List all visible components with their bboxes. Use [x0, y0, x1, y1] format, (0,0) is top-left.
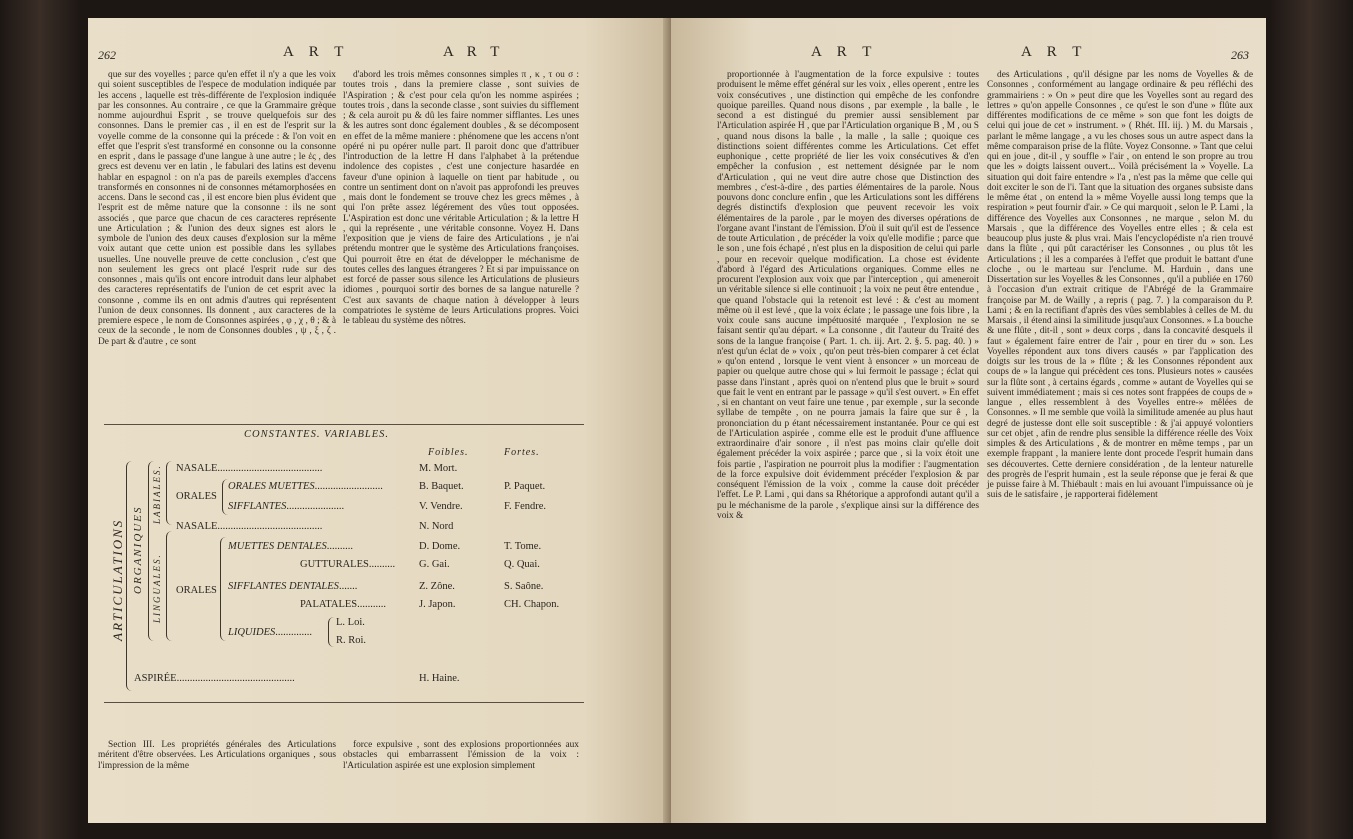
- cell-b: B. Baquet.: [419, 481, 464, 492]
- table-header: CONSTANTES. VARIABLES.: [244, 429, 389, 440]
- cell-r: R. Roi.: [336, 635, 367, 646]
- cell-s: S. Saône.: [504, 581, 544, 592]
- cell-z: Z. Zône.: [419, 581, 455, 592]
- row-muettes-dentales: MUETTES DENTALES..........: [228, 541, 353, 552]
- row-orales-ling-label: ORALES: [176, 585, 217, 596]
- left-bottom-col2-text: force expulsive , sont des explosions proportionnées aux obstacles qui embarrassent l'émission de la voix : l'Articulation aspirée est une explosion simplement: [343, 740, 579, 771]
- cell-f: F. Fendre.: [504, 501, 547, 512]
- right-column-1: [717, 70, 979, 810]
- row-liquides: LIQUIDES..............: [228, 627, 312, 638]
- cell-p: P. Paquet.: [504, 481, 546, 492]
- row-sifflantes-lab: SIFFLANTES......................: [228, 501, 345, 512]
- brace-ling: [166, 531, 172, 641]
- left-bottom-col1: [98, 740, 336, 800]
- cell-h: H. Haine.: [419, 673, 460, 684]
- left-running-head-2: A R T: [443, 44, 505, 60]
- side-label-labiales: LABIALES.: [152, 464, 162, 524]
- cell-l: L. Loi.: [336, 617, 365, 628]
- right-page-number: 263: [1231, 48, 1249, 62]
- row-aspiree: ASPIRÉE.............................................: [134, 673, 295, 684]
- brace-liquides: [328, 617, 334, 647]
- articulations-table: [104, 424, 584, 703]
- right-col2-text: des Articulations , qu'il désigne par les noms de Voyelles & de Consonnes , conformément au langage ordinaire & peu réfléchi des grammairiens : » On » peut dire que les Voyelles sont au regard des lettres » qu'on appelle Consonnes , ce qu'est le son d'une » flûte aux différentes modifications de ce même » son que font les doigts de celui qui joue de cet » instrument. » ( Rhét. III. iij. ) M. du Marsais , parlant le même langage , a vu les choses sous un autre aspect dans la même comparaison prise de la flûte. Voyez Consonne. » Tant que celui qui en joue , dit-il , y souffle » l'air , on entend le son propre au trou que les » doigts laissent ouvert... Voilà précisément la » Voyelle. La situation qui doit faire entendre » l'a , n'est pas la même que celle qui doit exciter le son de l'i. Tant que la situation des organes subsiste dans le même état , on entend la » même Voyelle aussi long temps que la respiration » peut fournir d'air. » Ce qui marquoit , selon le P. Lami , la différence des Voyelles aux Consonnes , ne marque , selon M. du Marsais , que la différence des Voyelles entre elles ; & cela est beaucoup plus juste & plus vrai. Mais l'encyclopédiste n'a rien trouvé dans la flûte , qui pût caractériser les Consonnes , ou plus tôt les Articulations ; il les a comparées à l'effet que produit le battant d'une cloche , ou le marteau sur l'enclume. M. Harduin , dans une Dissertation sur les Voyelles & les Consonnes , qu'il a publiée en 1760 à l'occasion d'un extrait critique de l'Abrégé de la Grammaire françoise par M. de Wailly , a repris ( pag. 7. ) la comparaison du P. Lami ; & en la rectifiant d'après des vûes semblables à celles de M. du Marsais , il étend ainsi la similitude jusqu'aux Consonnes. » La bouche & une flûte , dit-il , sont » deux corps , dans la concavité desquels il faut » également faire entrer de l'air , pour en tirer du » son. Les Voyelles répondent aux tons divers causés » par l'application des doigts sur les trous de la » flûte ; & les Consonnes répondent aux coups de » la langue qui précèdent ces tons. Plusieurs notes » causées sur la flûte sont , à certains égards , comme » autant de Voyelles qui se suivent immédiatement ; mais si ces notes sont frappées de coups de » langue , elles ressemblent à des Voyelles entre-» mêlées de Consonnes. » Il me semble que voilà la similitude amenée au plus haut degré de justesse dont elle soit susceptible : & j'ai appuyé volontiers sur cet objet , afin de rendre plus sensible la différence réelle des Voix simples & des Articulations , & de montrer en même temps , par un exemple frappant , la maniere lente dont procede l'esprit humain dans ses découvertes. Cette derniere considération , de la lenteur naturelle des progrès de l'esprit humain , est la seule réponse que je ferai & que je puisse faire à M. Thiébault : mais en lui avouant l'impuissance où je suis de le satisfaire , je rapporterai fidèlement: [987, 70, 1253, 501]
- cell-n: N. Nord: [419, 521, 454, 532]
- left-col2-text: d'abord les trois mêmes consonnes simples π , κ , τ ou σ : toutes trois , dans la premiere classe , sont suivies de l'Aspiration ; & c'est pour cela qu'on les nomme aspirées ; toutes trois , dans la seconde classe , sont suivies du sifflement ; & cela auroit pu & dû les faire nommer sifflantes. Les unes & les autres sont donc également doubles , & se décomposent en effet de la même maniere : phénomene que les accens n'ont opéré ni pu opérer nulle part. Il paroit donc que d'attribuer l'introduction de la lettre H dans l'alphabet à la prétendue indolence des copistes , c'est une conjecture hasardée en faveur d'une opinion à laquelle on tient par habitude , ou contre un sentiment dont on n'avoit pas approfondi les preuves , mais dont le fondement se trouve chez les grecs mêmes , à qui l'on prête assez légérement des vûes tout opposées. L'Aspiration est donc une véritable Articulation ; & la lettre H , qui la représente , une véritable consonne. Voyez H. Dans l'exposition que je viens de faire des Articulations , je n'ai prétendu montrer que le système des Articulations françoises. Qui pourroit être en état de développer le méchanisme de toutes celles des langues étrangeres ? Et si par impuissance on est forcé de passer sous silence les Articulations de plusieurs idiomes , pourquoi sortir des bornes de sa langue naturelle ? C'est aux savants de chaque nation à développer à leurs compatriotes le système de leurs Articulations propres. Voici le tableau du système des nôtres.: [343, 70, 579, 326]
- row-nasale-lab: NASALE........................................: [176, 463, 323, 474]
- table-sub-weak: Foibles.: [428, 447, 469, 458]
- left-page-number: 262: [98, 48, 116, 62]
- cell-g: G. Gai.: [419, 559, 450, 570]
- table-sub-strong: Fortes.: [504, 447, 540, 458]
- row-muettes-lab: ORALES MUETTES..........................: [228, 481, 383, 492]
- left-running-head: A R T: [283, 44, 350, 60]
- left-bottom-col2: [343, 740, 579, 800]
- right-column-2: [987, 70, 1253, 810]
- right-col1-text: proportionnée à l'augmentation de la force expulsive : toutes produisent le même effet général sur les voix , elles operent , entre les voix consécutives , une distinction qui empêche de les confondre quoique pareilles. Quand nous disons , par exemple , la balle , le second a est distingué du premier aussi sensiblement par l'Articulation aspirée H , que par l'Articulation organique B , M , ou S , quand nous disons la balle , la malle , la salle ; quoique ces distinctions soient différentes comme les Articulations. Cet effet euphonique , cette propriété de lier les voix consécutives & d'en empêcher la confusion , est nettement désignée par le nom d'Articulation , qui ne veut dire autre chose que Distinction des membres , c'est-à-dire , des parties élémentaires de la parole. Nous pouvons donc conclure enfin , que les Articulations sont les différens degrés distinctifs d'explosion que peuvent recevoir les voix élémentaires de la parole , par le moyen des diverses opérations de l'organe avant l'instant de l'émission. D'où il suit qu'il est de l'essence de toute Articulation , de précéder la voix qu'elle modifie ; parce que le son , une fois échapé , n'est plus en la disposition de celui qui parle , pour en recevoir quelque modification. La chose est évidente d'abord à l'égard des Articulations organiques. Comme elles ne procurent l'explosion aux voix que par l'interception , qui ameneroit un véritable silence si elle continuoit ; la voix ne peut être entendue , que quand l'obstacle qui la retenoit est levé : & c'est au moment même où il est levé , que la voix éclate ; le passage une fois libre , la voix coule sans aucune impétuosité marquée , l'explosion ne se faisant sentir qu'au départ. « La consonne , dit l'auteur du Traité des sons de la langue françoise ( Part. 1. ch. iij. Art. 2. §. 5. pag. 40. ) » n'est qu'un éclat de » voix , qu'on peut très-bien comparer à cet éclat » qu'on entend , lorsque le vent vient à ensoncer » un morceau de papier ou quelque autre chose qui » lui fermoit le passage ; éclat qui passe dans l'instant , après quoi on n'entend plus que le bruit » sourd que fait le vent en entrant par le passage » qu'il s'est ouvert. » En effet , si en chantant on veut faire une tenue , par exemple , sur la seconde syllabe de tempête , on ne pourra jamais la faire que sur ê , la prononciation du p étant nécessairement instantanée. Pour ce qui est de l'Articulation aspirée , comme elle est le produit d'une affluence extraordinaire d'air sonore , il n'est pas moins clair qu'elle doit également précéder la voix aspirée ; parce que , si la voix étoit une fois partie , l'aspiration ne pourroit plus la modifier : l'augmentation de la force expulsive doit évidemment précéder l'explosion & par conséquent l'émission de la voix , comme la cause doit précéder l'effet. Le P. Lami , qui dans sa Rhétorique a approfondi autant qu'il a pu le méchanisme de la parole , s'explique ainsi sur la différence des voix &: [717, 70, 980, 521]
- cell-v: V. Vendre.: [419, 501, 463, 512]
- left-bottom-col1-text: Section III. Les propriétés générales des Articulations méritent d'être observées. Les Articulations organiques , sous l'impression de la même: [98, 740, 336, 771]
- left-page: [88, 18, 671, 823]
- cell-ch: CH. Chapon.: [504, 599, 560, 610]
- left-column-1: [98, 70, 336, 415]
- left-column-2: [343, 70, 579, 415]
- brace-org: [148, 461, 154, 641]
- row-orales-lab-label: ORALES: [176, 491, 217, 502]
- left-col1-text: que sur des voyelles ; parce qu'en effet il n'y a que les voix qui soient susceptibles de l'espece de modulation indiquée par les accens , laquelle est très-différente de l'explosion indiquée par les consonnes. Au contraire , ce que la Grammaire grèque nomme aujourdhui Esprit , se trouve quelquefois sur des consonnes. Dans le premier cas , il en est de l'esprit sur la voyelle comme de la consonne qui la précede : & l'on voit en effet que l'esprit s'est transformé en consonne ou la consonne en esprit , dans le passage d'une langue à une autre ; le ἐς , des grecs est devenu ver en latin , le fabulari des latins est devenu hablar en espagnol : on n'a pas de pareils exemples d'accens transformés en consonnes ni de consonnes métamorphosées en accens. Dans le second cas , il est encore bien plus évident que l'esprit est de même nature que la consonne : ils ne sont associés , que parce que chacun de ces caracteres représente une Articulation ; & l'union des deux signes est alors le symbole de l'union des deux causes d'explosion sur la même voix autant que cette union est possible dans les syllabes usuelles. Une nouvelle preuve de cette conclusion , c'est que non seulement les grecs ont placé l'esprit rude sur des consonnes , mais qu'ils ont encore introduit dans leur alphabet des caracteres représentatifs de l'union de cet esprit avec la consonne , comme ils en ont admis d'autres qui représentent l'union de deux consonnes. Ils donnent , aux caracteres de la premiere espece , le nom de Consonnes aspirées , φ , χ , θ ; & à ceux de la seconde , le nom de Consonnes doubles , ψ , ξ , ζ . De part & d'autre , ce sont: [98, 70, 336, 347]
- brace-orales-ling: [220, 537, 226, 641]
- side-label-organiques: ORGANIQUES: [132, 505, 144, 595]
- row-nasale-ling: NASALE........................................: [176, 521, 323, 532]
- cell-t: T. Tome.: [504, 541, 542, 552]
- cell-m: M. Mort.: [419, 463, 458, 474]
- right-page: [671, 18, 1266, 823]
- side-label-articulations: ARTICULATIONS: [110, 518, 125, 642]
- right-running-head-2: A R T: [1021, 44, 1088, 60]
- row-palatales: PALATALES...........: [300, 599, 386, 610]
- row-sifflantes-dentales: SIFFLANTES DENTALES.......: [228, 581, 358, 592]
- right-running-head: A R T: [811, 44, 878, 60]
- cell-q: Q. Quai.: [504, 559, 540, 570]
- brace-lab: [166, 461, 172, 525]
- side-label-linguales: LINGUALES.: [152, 553, 162, 623]
- cell-d: D. Dome.: [419, 541, 461, 552]
- row-gutturales: GUTTURALES..........: [300, 559, 396, 570]
- cell-j: J. Japon.: [419, 599, 456, 610]
- brace-main: [126, 461, 133, 691]
